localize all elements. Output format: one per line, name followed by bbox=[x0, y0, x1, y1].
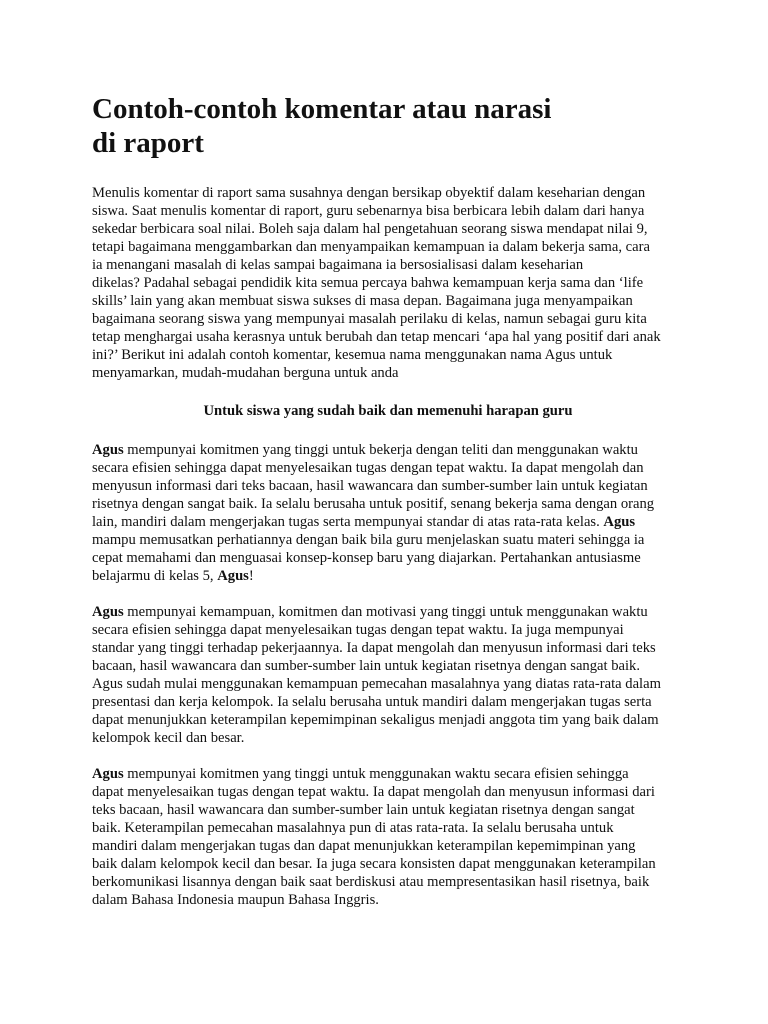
example-paragraph-2: Agus mempunyai kemampuan, komitmen dan motivasi yang tinggi untuk menggunakan waktu secara efisien sehingga dapat menyelesaikan tugas dengan tepat waktu. Ia juga mempunyai standar yang tinggi terhadap pekerjaannya. Ia dapat mengolah dan menyusun informasi dari teks bacaan, hasil wawancara dan sumber-sumber lain untuk kegiatan risetnya dengan sangat baik. Agus sudah mulai menggunakan kemampuan pemecahan masalahnya yang diatas rata-rata dalam presentasi dan kerja kelompok. Ia selalu berusaha untuk mandiri dalam mengerjakan tugas serta dapat menunjukkan keterampilan kepemimpinan sekaligus menjadi anggota tim yang baik dalam kelompok kecil dan besar. bbox=[92, 604, 661, 746]
student-name: Agus bbox=[92, 766, 124, 782]
title-line-2: di raport bbox=[92, 127, 204, 159]
student-name: Agus bbox=[92, 442, 124, 458]
example-paragraph-3: Agus mempunyai komitmen yang tinggi untuk menggunakan waktu secara efisien sehingga dapat menyelesaikan tugas dengan tepat waktu. Ia dapat mengolah dan menyusun informasi dari teks bacaan, hasil wawancara dan sumber-sumber lain untuk kegiatan risetnya dengan sangat baik. Keterampilan pemecahan masalahnya pun di atas rata-rata. Ia selalu berusaha untuk mandiri dalam mengerjakan tugas dan dapat menunjukkan keterampilan kepemimpinan yang baik dalam kelompok kecil dan besar. Ia juga secara konsisten dapat menggunakan keterampilan berkomunikasi lisannya dengan baik saat berdiskusi atau mempresentasikan hasil risetnya, baik dalam Bahasa Indonesia maupun Bahasa Inggris. bbox=[92, 766, 656, 908]
page-title bbox=[92, 92, 684, 160]
student-name: Agus bbox=[603, 514, 636, 530]
title-line-1: Contoh-contoh komentar atau narasi bbox=[92, 93, 552, 125]
student-name: Agus bbox=[92, 604, 124, 620]
section-subheading: Untuk siswa yang sudah baik dan memenuhi harapan guru bbox=[203, 403, 573, 419]
intro-paragraph: Menulis komentar di raport sama susahnya dengan bersikap obyektif dalam keseharian dengan siswa. Saat menulis komentar di raport, guru sebenarnya bisa berbicara lebih dalam dari hanya sekedar berbicara soal nilai. Boleh saja dalam hal pengetahuan seorang siswa mendapat nilai 9, tetapi bagaimana menggambarkan dan menyampaikan kemampuan ia dalam bekerja sama, cara ia menangani masalah di kelas sampai bagaimana ia bersosialisasi dalam keseharian dikelas? Padahal sebagai pendidik kita semua percaya bahwa kemampuan kerja sama dan ‘life skills’ lain yang akan membuat siswa sukses di masa depan. Bagaimana juga menyampaikan bagaimana seorang siswa yang mempunyai masalah perilaku di kelas, namun sebagai guru kita tetap menghargai usaha kerasnya untuk berubah dan tetap mencari ‘apa hal yang positif dari anak ini?’ Berikut ini adalah contoh komentar, kesemua nama menggunakan nama Agus untuk menyamarkan, mudah-mudahan berguna untuk anda bbox=[92, 185, 661, 381]
example-paragraph-1: Agus mempunyai komitmen yang tinggi untuk bekerja dengan teliti dan menggunakan waktu secara efisien sehingga dapat menyelesaikan tugas dengan tepat waktu. Ia dapat mengolah dan menyusun informasi dari teks bacaan, hasil wawancara dan sumber-sumber lain untuk kegiatan risetnya dengan sangat baik. Ia selalu berusaha untuk positif, senang bekerja sama dengan orang lain, mandiri dalam mengerjakan tugas serta mempunyai standar di atas rata-rata kelas. Agus mampu memusatkan perhatiannya dengan baik bila guru menjelaskan suatu materi sehingga ia cepat memahami dan menguasai konsep-konsep baru yang diajarkan. Pertahankan antusiasme belajarmu di kelas 5, Agus! bbox=[92, 442, 655, 584]
student-name: Agus bbox=[217, 568, 249, 584]
